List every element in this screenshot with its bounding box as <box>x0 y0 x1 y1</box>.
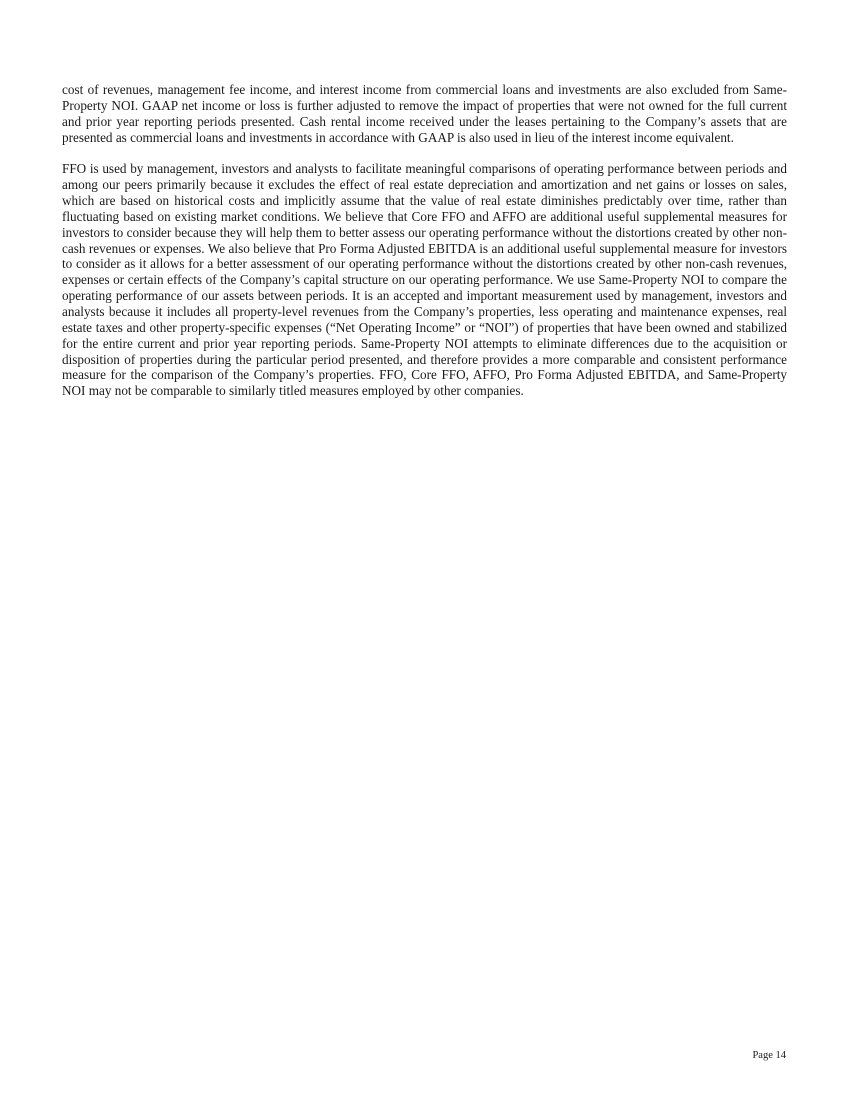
body-text <box>62 82 787 399</box>
page-number: Page 14 <box>752 1050 786 1061</box>
paragraph-same-property-noi-exclusions: cost of revenues, management fee income, and interest income from commercial loans and investments are also excluded from Same-Property NOI. GAAP net income or loss is further adjusted to remove the impact of properties that were not owned for the full current and prior year reporting periods presented. Cash rental income received under the leases pertaining to the Company’s assets that are presented as commercial loans and investments in accordance with GAAP is also used in lieu of the interest income equivalent. <box>62 82 787 145</box>
paragraph-non-gaap-measures-rationale: FFO is used by management, investors and analysts to facilitate meaningful comparisons of operating performance between periods and among our peers primarily because it excludes the effect of real estate depreciation and amortization and net gains or losses on sales, which are based on historical costs and implicitly assume that the value of real estate diminishes predictably over time, rather than fluctuating based on existing market conditions. We believe that Core FFO and AFFO are additional useful supplemental measures for investors to consider because they will help them to better assess our operating performance without the distortions created by other non-cash revenues or expenses. We also believe that Pro Forma Adjusted EBITDA is an additional useful supplemental measure for investors to consider as it allows for a better assessment of our operating performance without the distortions created by other non-cash revenues, expenses or certain effects of the Company’s capital structure on our operating performance. We use Same-Property NOI to compare the operating performance of our assets between periods. It is an accepted and important measurement used by management, investors and analysts because it includes all property-level revenues from the Company’s properties, less operating and maintenance expenses, real estate taxes and other property-specific expenses (“Net Operating Income” or “NOI”) of properties that have been owned and stabilized for the entire current and prior year reporting periods. Same-Property NOI attempts to eliminate differences due to the acquisition or disposition of properties during the particular period presented, and therefore provides a more comparable and consistent performance measure for the comparison of the Company’s properties. FFO, Core FFO, AFFO, Pro Forma Adjusted EBITDA, and Same-Property NOI may not be comparable to similarly titled measures employed by other companies. <box>62 161 787 399</box>
